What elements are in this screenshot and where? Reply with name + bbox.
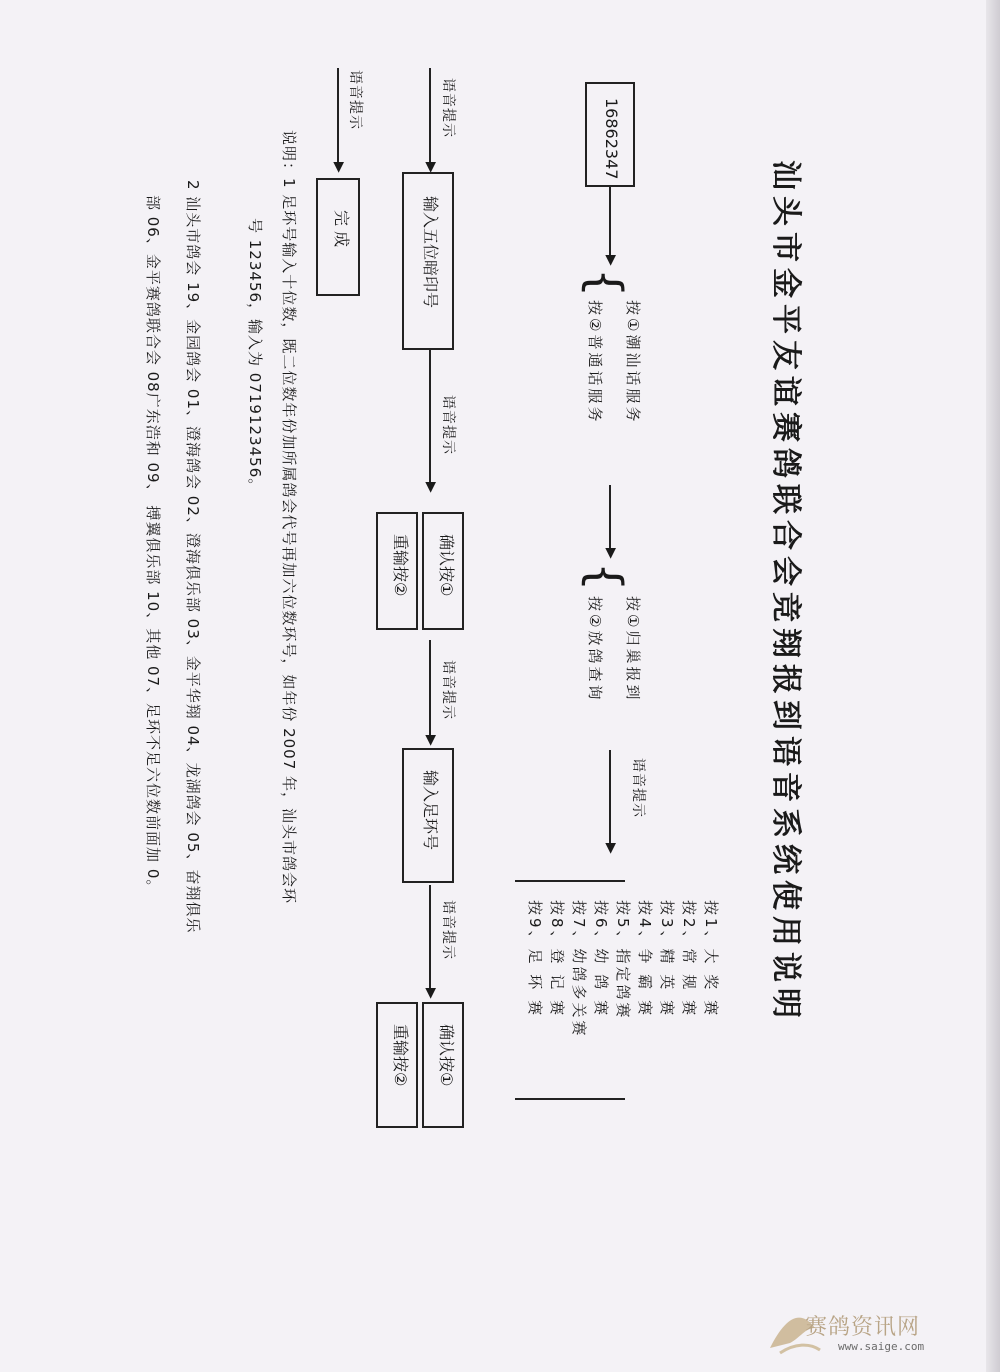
input-code-label: 输入五位暗印号 <box>421 196 440 309</box>
brace-bottom-line <box>515 1098 625 1100</box>
arrow-head-icon: ▶ <box>423 162 439 173</box>
confirm-label-2: 确认按① <box>437 1024 456 1087</box>
menu1-item-2: 按②普通话服务 <box>586 300 604 425</box>
arrow-head-icon: ▶ <box>331 162 347 173</box>
watermark-text: 赛鸽资讯网 <box>805 1315 921 1340</box>
note-line-3: 2 汕头市鸽会 19、金园鸽会 01、澄海鸽会 02、澄海俱乐部 03、金平华翔 04、龙湖鸽会 05、奋翔俱乐 <box>184 180 202 934</box>
arrow-head-icon: ▶ <box>423 735 439 746</box>
voice-prompt-label: 语音提示 <box>440 900 456 960</box>
done-box <box>316 178 360 296</box>
phone-number-box <box>585 82 635 187</box>
arrow-head-icon: ▶ <box>603 843 619 854</box>
flow-arrow-line <box>609 187 611 262</box>
voice-prompt-label: 语音提示 <box>440 395 456 455</box>
flow-arrow-line <box>429 350 431 488</box>
menu3-item-4: 按4、争 霸 赛 <box>636 900 654 1019</box>
menu2-item-1: 按①归巢报到 <box>624 596 642 703</box>
note-line-2: 号 123456，输入为 0719123456。 <box>246 218 264 495</box>
arrow-head-icon: ▶ <box>603 548 619 559</box>
menu3-item-1: 按1、大 奖 赛 <box>702 900 720 1019</box>
watermark-url: www.saige.com <box>838 1340 925 1353</box>
menu3-item-8: 按8、登 记 赛 <box>548 900 566 1019</box>
menu2-item-2: 按②放鸽查询 <box>586 596 604 703</box>
brace-top-line <box>515 880 625 882</box>
reenter-box-2 <box>376 1002 418 1128</box>
reenter-box <box>376 512 418 630</box>
voice-prompt-label: 语音提示 <box>440 78 456 138</box>
menu3-item-9: 按9、足 环 赛 <box>526 900 544 1019</box>
input-ring-label: 输入足环号 <box>421 770 440 851</box>
menu3-item-3: 按3、精 英 赛 <box>658 900 676 1019</box>
phone-number: 16862347 <box>602 98 621 180</box>
done-label: 完 成 <box>332 210 351 248</box>
brace-icon: { <box>578 268 632 298</box>
arrow-head-icon: ▶ <box>603 255 619 266</box>
voice-prompt-label: 语音提示 <box>630 758 646 818</box>
flow-arrow-line <box>429 640 431 740</box>
voice-prompt-label: 语音提示 <box>347 70 363 130</box>
voice-prompt-label: 语音提示 <box>440 660 456 720</box>
brace-icon: { <box>578 562 632 592</box>
menu3-item-6: 按6、幼 鸽 赛 <box>592 900 610 1019</box>
confirm-box <box>422 512 464 630</box>
menu1-item-1: 按①潮汕话服务 <box>624 300 642 425</box>
arrow-head-icon: ▶ <box>423 482 439 493</box>
confirm-label: 确认按① <box>437 534 456 597</box>
menu3-item-7: 按7、幼鸽多关赛 <box>570 900 588 1039</box>
input-code-box <box>402 172 454 350</box>
note-line-1: 说明：1 足环号输入十位数，既二位数年份加所属鸽会代号再加六位数环号，如年份 2007 年，汕头市鸽会环 <box>280 130 298 905</box>
flow-arrow-line <box>429 885 431 993</box>
flow-arrow-line <box>609 485 611 555</box>
reenter-label: 重输按② <box>391 534 410 597</box>
note-line-4: 部 06、金平赛鸽联合会 08广东浩和 09、 搏翼俱乐部 10、其他 07、足环不足六位数前面加 0。 <box>144 195 162 896</box>
page-title: 汕头市金平友谊赛鸽联合会竞翔报到语音系统使用说明 <box>768 160 803 1024</box>
menu3-item-2: 按2、常 规 赛 <box>680 900 698 1019</box>
flow-arrow-line <box>429 68 431 168</box>
confirm-box-2 <box>422 1002 464 1128</box>
flow-arrow-line <box>337 68 339 168</box>
arrow-head-icon: ▶ <box>423 988 439 999</box>
input-ring-box <box>402 748 454 883</box>
reenter-label-2: 重输按② <box>391 1024 410 1087</box>
menu3-item-5: 按5、指定鸽赛 <box>614 900 632 1021</box>
flow-arrow-line <box>609 750 611 850</box>
